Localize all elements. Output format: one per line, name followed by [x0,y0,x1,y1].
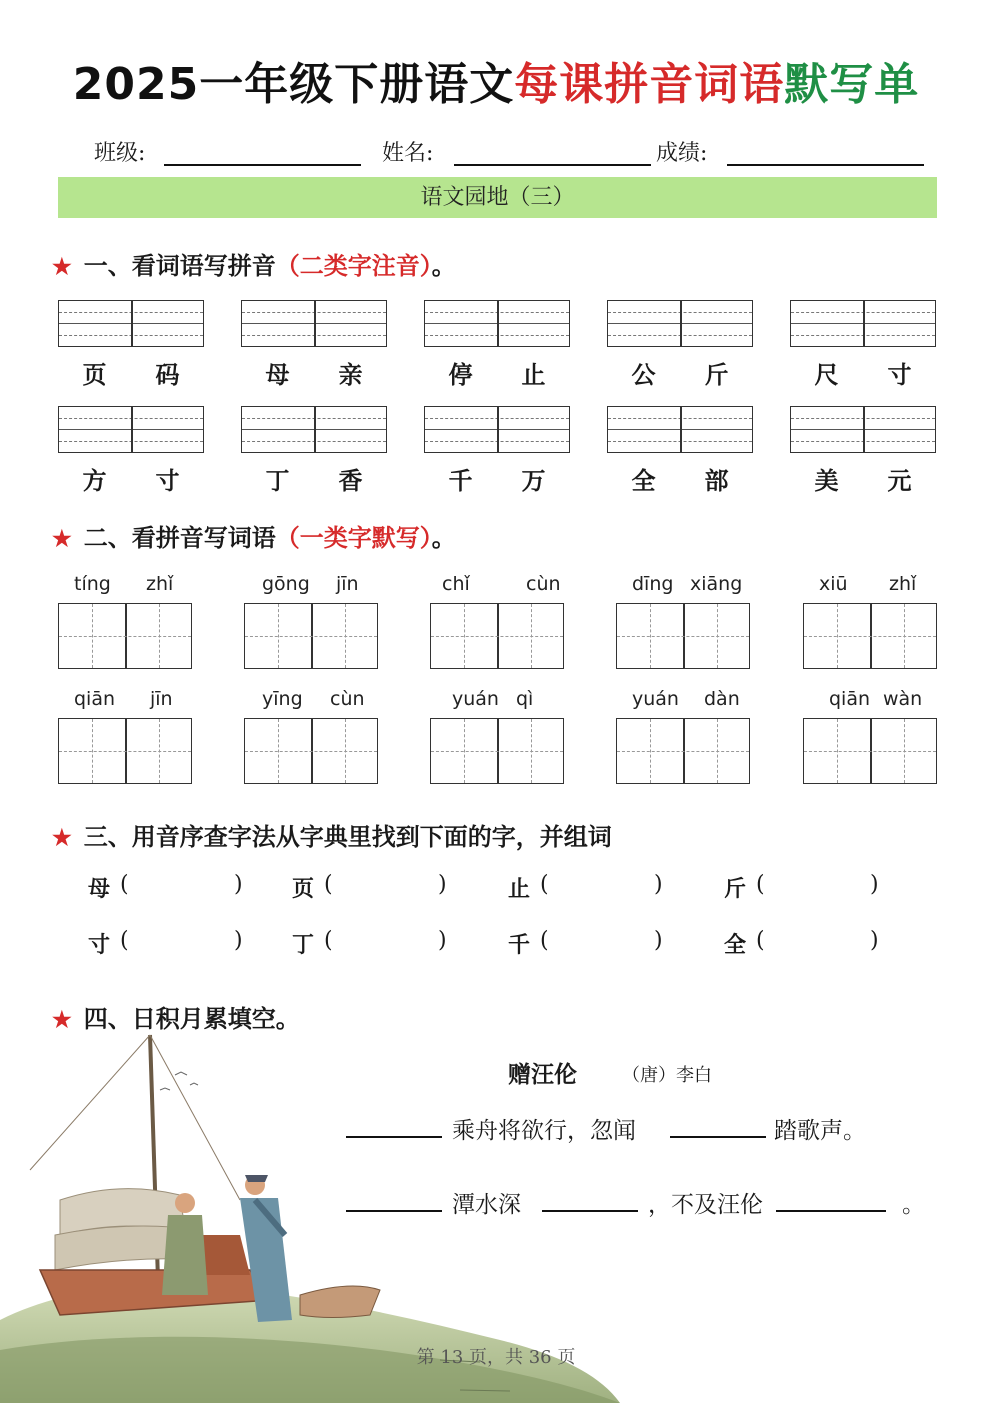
word-char: 香 [338,466,363,495]
guide-line-dashed [531,604,532,668]
lookup-char: 全 [724,932,747,958]
word-char: 部 [704,466,729,495]
pinyin-write-box[interactable] [424,406,570,453]
guide-line-dashed [837,604,838,668]
poem-blank-3[interactable] [346,1210,442,1212]
tianzige-box[interactable] [616,603,750,669]
guide-line-dashed [92,604,93,668]
guide-line-dashed [904,719,905,783]
paren-open: ( [120,872,129,897]
word-char: 止 [521,360,546,389]
word-answer-field[interactable] [340,928,436,956]
paren-open: ( [756,928,765,953]
guide-line-dashed [904,604,905,668]
guide-line-dashed [717,719,718,783]
poem-line2-end: 。 [902,1192,925,1218]
pinyin-label: qiān [74,688,116,710]
box-divider [497,407,499,452]
word-label [424,461,570,496]
word-label [607,355,753,390]
paren-open: ( [540,872,549,897]
word-label [58,355,204,390]
guide-line-dashed [431,751,563,752]
name-field[interactable] [454,164,651,166]
student-info-row [0,136,992,170]
box-divider [131,407,133,452]
star-icon: ★ [52,1007,72,1033]
lookup-char: 止 [508,876,531,902]
guide-line-dashed [464,604,465,668]
section2-note: （一类字默写） [275,523,432,552]
section3-title: 三、用音序查字法从字典里找到下面的字，并组词 [83,822,612,851]
star-icon: ★ [52,825,72,851]
box-divider [863,407,865,452]
star-icon: ★ [52,254,72,280]
poem-title: 赠汪伦 [508,1061,577,1088]
guide-line-dashed [617,751,749,752]
guide-line-dashed [345,604,346,668]
word-label [790,461,936,496]
lookup-char: 斤 [724,876,747,902]
word-char: 公 [631,360,656,389]
guide-line-dashed [717,604,718,668]
pinyin-label: wàn [883,688,923,710]
lookup-char: 寸 [88,932,111,958]
word-label [241,355,387,390]
paren-open: ( [540,928,549,953]
guide-line-dashed [804,636,936,637]
word-answer-field[interactable] [136,928,232,956]
tianzige-box[interactable] [58,718,192,784]
word-char: 斤 [704,360,729,389]
pinyin-write-box[interactable] [58,406,204,453]
guide-line-dashed [650,604,651,668]
pinyin-write-box[interactable] [424,300,570,347]
title-part-topic: 每课拼音词语 [514,59,785,110]
guide-line-dashed [92,719,93,783]
poem-line1-end: 踏歌声。 [774,1118,866,1144]
word-char: 万 [521,466,546,495]
pinyin-label: jīn [150,688,173,710]
word-char: 码 [155,360,180,389]
lookup-char: 页 [292,876,315,902]
pinyin-label: yīng [262,688,303,710]
word-answer-field[interactable] [340,872,436,900]
paren-close: ) [438,872,447,897]
pinyin-label: yuán [632,688,679,710]
title-part-grade: 2025一年级下册语文 [72,59,515,110]
poem-line2-a: 潭水深 [452,1192,521,1218]
pinyin-label: qì [516,688,534,710]
guide-line-dashed [278,604,279,668]
tianzige-box[interactable] [803,718,937,784]
pinyin-label: tíng [74,573,111,595]
tianzige-box[interactable] [244,603,378,669]
poem-blank-4[interactable] [542,1210,638,1212]
word-char: 亲 [338,360,363,389]
paren-close: ) [654,872,663,897]
tianzige-box[interactable] [430,718,564,784]
pinyin-label: qiān [829,688,871,710]
pinyin-label: gōng [262,573,310,595]
star-icon: ★ [52,526,72,552]
lookup-char: 丁 [292,932,315,958]
pinyin-label: yuán [452,688,499,710]
box-divider [863,301,865,346]
class-label: 班级: [94,141,146,166]
pinyin-write-box[interactable] [790,300,936,347]
guide-line-dashed [837,719,838,783]
pinyin-label: xiū [819,573,848,595]
box-divider [680,301,682,346]
paren-close: ) [654,928,663,953]
page-footer: 第 13 页，共 36 页 [416,1347,576,1368]
guide-line-dashed [345,719,346,783]
section1-heading [52,246,456,281]
paren-open: ( [120,928,129,953]
guide-line-dashed [804,751,936,752]
pinyin-label: xiāng [690,573,743,595]
paren-close: ) [234,928,243,953]
poem-line1-middle: 乘舟将欲行，忽闻 [452,1118,636,1144]
section4-title: 四、日积月累填空。 [83,1004,300,1033]
guide-line-dashed [650,719,651,783]
tianzige-box[interactable] [58,603,192,669]
word-char: 美 [814,466,839,495]
pinyin-label: chǐ [442,573,470,595]
word-label [241,461,387,496]
word-char: 寸 [155,466,180,495]
paren-open: ( [324,872,333,897]
pinyin-write-box[interactable] [58,300,204,347]
name-label: 姓名: [382,141,434,166]
pinyin-write-box[interactable] [607,300,753,347]
word-char: 丁 [265,466,290,495]
poem-blank-1[interactable] [346,1136,442,1138]
pinyin-label: cùn [526,573,561,595]
guide-line-dashed [617,636,749,637]
word-char: 尺 [814,360,839,389]
title-part-sheet: 默写单 [784,59,920,110]
word-answer-field[interactable] [136,872,232,900]
pinyin-label: zhǐ [146,573,174,595]
guide-line-dashed [59,751,191,752]
word-answer-field[interactable] [556,872,652,900]
section1-note: （二类字注音） [275,251,432,280]
word-answer-field[interactable] [772,928,868,956]
tianzige-box[interactable] [430,603,564,669]
word-answer-field[interactable] [556,928,652,956]
word-label [424,355,570,390]
pinyin-write-box[interactable] [607,406,753,453]
tianzige-box[interactable] [244,718,378,784]
score-label: 成绩: [656,141,708,166]
section1-title: 一、看词语写拼音 [83,251,276,280]
poem-blank-2[interactable] [670,1136,766,1138]
lookup-char: 母 [88,876,111,902]
paren-open: ( [324,928,333,953]
word-answer-field[interactable] [772,872,868,900]
poem-blank-5[interactable] [776,1210,886,1212]
tianzige-box[interactable] [616,718,750,784]
guide-line-dashed [159,719,160,783]
box-divider [314,301,316,346]
word-char: 方 [82,466,107,495]
box-divider [314,407,316,452]
word-char: 全 [631,466,656,495]
unit-banner: 语文园地（三） [58,177,937,218]
section1-end: 。 [431,251,456,280]
lookup-char: 千 [508,932,531,958]
pinyin-label: cùn [330,688,365,710]
section2-end: 。 [431,523,456,552]
pinyin-label: jīn [336,573,359,595]
guide-line-dashed [159,604,160,668]
paren-close: ) [438,928,447,953]
paren-close: ) [870,872,879,897]
word-label [607,461,753,496]
pinyin-write-box[interactable] [241,300,387,347]
box-divider [131,301,133,346]
pinyin-label: dīng [632,573,674,595]
paren-close: ) [870,928,879,953]
guide-line-dashed [431,636,563,637]
tianzige-box[interactable] [803,603,937,669]
section2-title: 二、看拼音写词语 [83,523,276,552]
word-char: 元 [887,466,912,495]
guide-line-dashed [59,636,191,637]
word-char: 停 [448,360,473,389]
guide-line-dashed [464,719,465,783]
guide-line-dashed [245,751,377,752]
word-char: 母 [265,360,290,389]
class-field[interactable] [164,164,361,166]
word-char: 页 [82,360,107,389]
word-label [58,461,204,496]
word-label [790,355,936,390]
guide-line-dashed [531,719,532,783]
pinyin-label: zhǐ [889,573,917,595]
pinyin-write-box[interactable] [790,406,936,453]
guide-line-dashed [245,636,377,637]
section2-heading [52,518,456,553]
box-divider [497,301,499,346]
poem-line2-b: ，不及汪伦 [648,1192,763,1218]
section4-heading [52,999,300,1034]
box-divider [680,407,682,452]
page-title [0,48,992,112]
word-char: 千 [448,466,473,495]
word-char: 寸 [887,360,912,389]
poem-author: （唐）李白 [622,1065,712,1086]
pinyin-write-box[interactable] [241,406,387,453]
section3-heading [52,817,612,852]
guide-line-dashed [278,719,279,783]
paren-close: ) [234,872,243,897]
score-field[interactable] [727,164,924,166]
paren-open: ( [756,872,765,897]
pinyin-label: dàn [704,688,740,710]
